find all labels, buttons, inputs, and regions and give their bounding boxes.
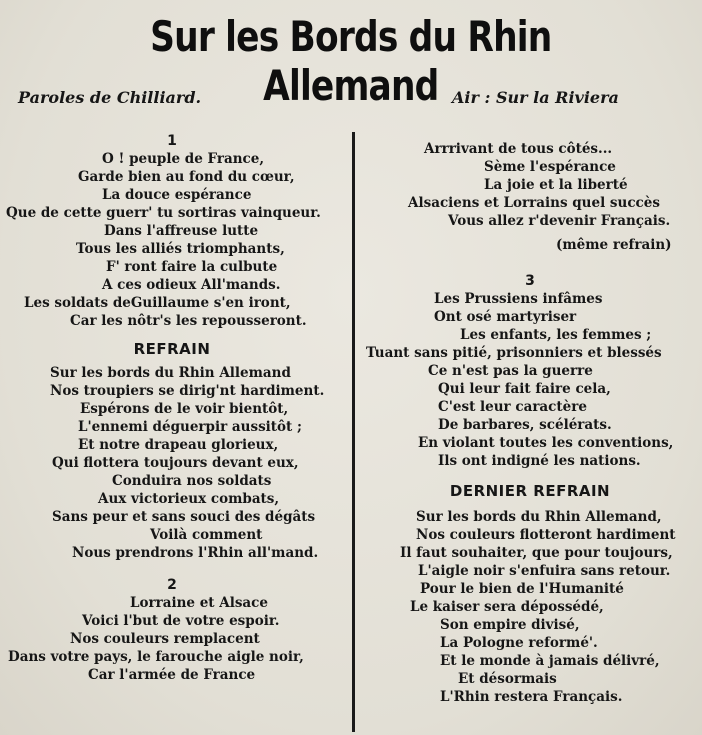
refrain-line: Son empire divisé, bbox=[440, 617, 580, 633]
verse-line: Les enfants, les femmes ; bbox=[460, 327, 652, 343]
verse-3-number: 3 bbox=[525, 273, 535, 289]
verse-line: Ils ont indigné les nations. bbox=[438, 453, 641, 469]
right-column bbox=[360, 128, 700, 706]
verse-line: Car l'armée de France bbox=[88, 667, 256, 683]
refrain-line: Sans peur et sans souci des dégâts bbox=[52, 509, 316, 525]
verse-line: Qui leur fait faire cela, bbox=[438, 381, 611, 397]
verse-line: La joie et la liberté bbox=[484, 177, 628, 193]
refrain-heading: REFRAIN bbox=[133, 340, 211, 358]
refrain-line: Et le monde à jamais délivré, bbox=[440, 653, 660, 669]
verse-line: De barbares, scélérats. bbox=[438, 417, 612, 433]
verse-line: Les soldats deGuillaume s'en iront, bbox=[24, 295, 291, 311]
refrain-line: Il faut souhaiter, que pour toujours, bbox=[400, 545, 673, 561]
tune-credit: Air : Sur la Riviera bbox=[452, 88, 619, 107]
refrain-line: Sur les bords du Rhin Allemand, bbox=[416, 509, 662, 525]
refrain-line: Le kaiser sera dépossédé, bbox=[410, 599, 604, 615]
verse-line: Voici l'but de votre espoir. bbox=[82, 613, 280, 629]
refrain-line: L'aigle noir s'enfuira sans retour. bbox=[418, 563, 671, 579]
verse-line: A ces odieux All'mands. bbox=[102, 277, 281, 293]
verse-line: Tuant sans pitié, prisonniers et blessés bbox=[366, 345, 662, 361]
left-column bbox=[2, 128, 342, 684]
refrain-line: Et désormais bbox=[458, 671, 557, 687]
refrain-line: Nos troupiers se dirig'nt hardiment. bbox=[50, 383, 325, 399]
column-divider bbox=[352, 132, 355, 732]
verse-line: Alsaciens et Lorrains quel succès bbox=[408, 195, 660, 211]
verse-line: Dans votre pays, le farouche aigle noir, bbox=[8, 649, 304, 665]
verse-line: Que de cette guerr' tu sortiras vainqueur. bbox=[6, 205, 321, 221]
verse-line: Ont osé martyriser bbox=[434, 309, 577, 325]
verse-line: Nos couleurs remplacent bbox=[70, 631, 260, 647]
verse-line: La douce espérance bbox=[102, 187, 252, 203]
refrain-line: Voilà comment bbox=[150, 527, 263, 543]
verse-line: F' ront faire la culbute bbox=[106, 259, 278, 275]
verse-line: O ! peuple de France, bbox=[102, 151, 265, 167]
verse-line: C'est leur caractère bbox=[438, 399, 587, 415]
refrain-line: Nos couleurs flotteront hardiment bbox=[416, 527, 676, 543]
meme-refrain-note: (même refrain) bbox=[556, 237, 672, 253]
refrain-line: L'Rhin restera Français. bbox=[440, 689, 623, 705]
verse-line: Dans l'affreuse lutte bbox=[104, 223, 259, 239]
verse-1-number: 1 bbox=[167, 133, 177, 149]
lyrics-credit: Paroles de Chilliard. bbox=[18, 88, 202, 107]
refrain-line: Et notre drapeau glorieux, bbox=[78, 437, 279, 453]
refrain-line: Pour le bien de l'Humanité bbox=[420, 581, 624, 597]
verse-line: Sème l'espérance bbox=[484, 159, 616, 175]
refrain-line: Sur les bords du Rhin Allemand bbox=[50, 365, 291, 381]
refrain-line: L'ennemi déguerpir aussitôt ; bbox=[78, 419, 302, 435]
verse-line: Car les nôtr's les repousseront. bbox=[70, 313, 307, 329]
verse-line: Ce n'est pas la guerre bbox=[428, 363, 593, 379]
verse-line: Arrrivant de tous côtés... bbox=[424, 141, 613, 157]
song-title: Sur les Bords du Rhin Allemand bbox=[150, 12, 552, 110]
verse-line: Vous allez r'devenir Français. bbox=[448, 213, 671, 229]
refrain-line: Aux victorieux combats, bbox=[98, 491, 280, 507]
verse-line: Les Prussiens infâmes bbox=[434, 291, 603, 307]
refrain-line: Conduira nos soldats bbox=[112, 473, 272, 489]
verse-line: Garde bien au fond du cœur, bbox=[78, 169, 295, 185]
dernier-refrain-heading: DERNIER REFRAIN bbox=[449, 482, 611, 500]
verse-line: Lorraine et Alsace bbox=[130, 595, 268, 611]
verse-2-number: 2 bbox=[167, 577, 177, 593]
refrain-line: Qui flottera toujours devant eux, bbox=[52, 455, 299, 471]
verse-line: En violant toutes les conventions, bbox=[418, 435, 674, 451]
refrain-line: Nous prendrons l'Rhin all'mand. bbox=[72, 545, 319, 561]
verse-line: Tous les alliés triomphants, bbox=[76, 241, 285, 257]
refrain-line: Espérons de le voir bientôt, bbox=[80, 401, 289, 417]
refrain-line: La Pologne reformé'. bbox=[440, 635, 598, 651]
